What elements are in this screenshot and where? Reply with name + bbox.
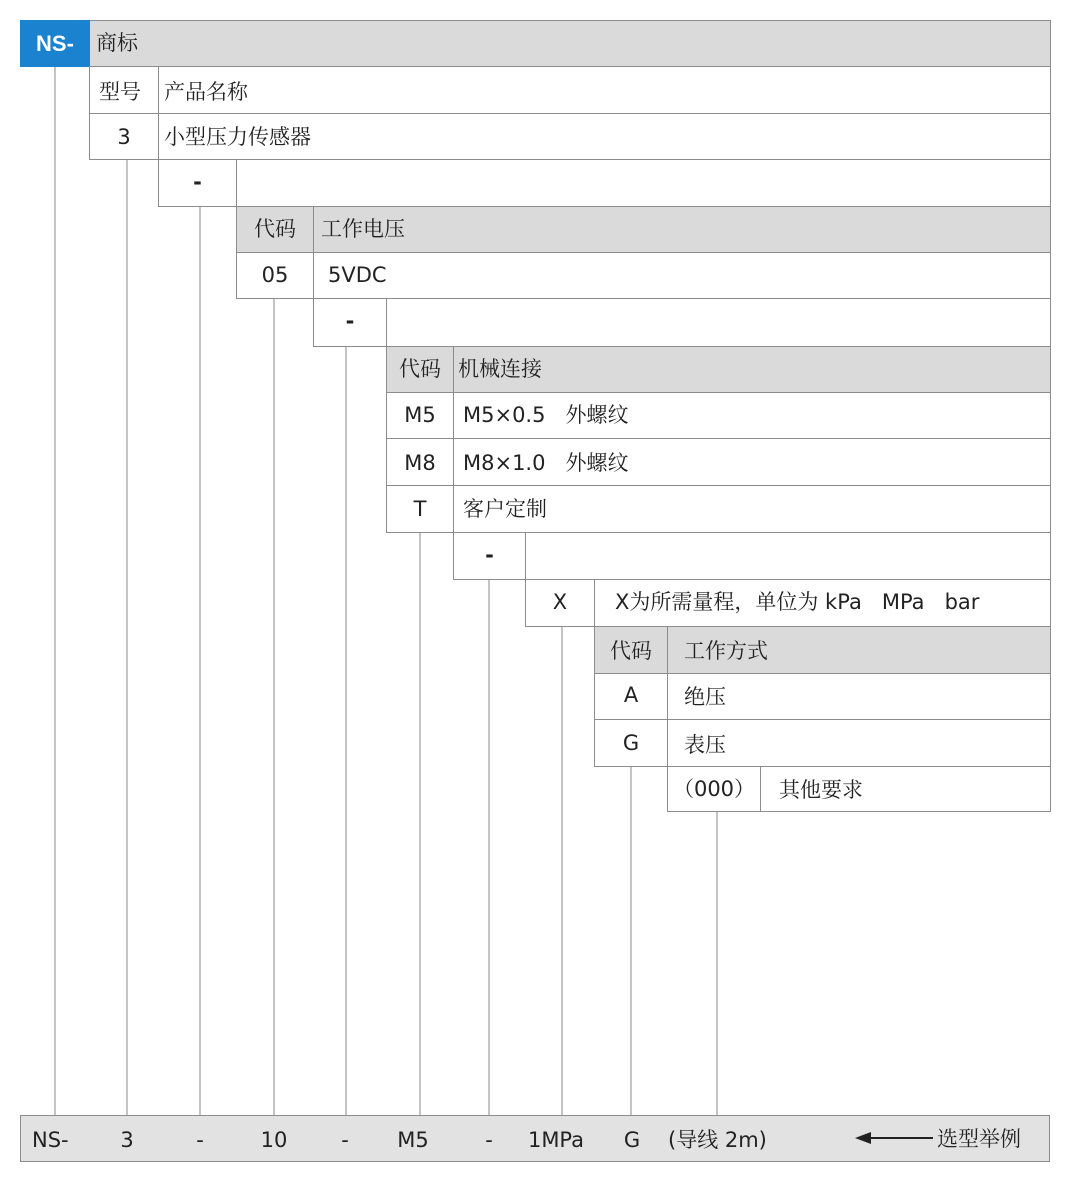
dash-1-blank-cell — [236, 159, 1051, 207]
brand-prefix: NS- — [36, 30, 74, 56]
voltage-code-header: 代码 — [254, 217, 296, 241]
mode-row-g-code: G — [622, 731, 640, 755]
mode-row-g-value: 表压 — [684, 733, 726, 757]
mode-row-a-value: 绝压 — [684, 685, 726, 709]
example-part-dash-1: - — [196, 1128, 204, 1152]
mode-code-header: 代码 — [610, 639, 652, 663]
mechanical-row-t-value: 客户定制 — [463, 497, 547, 521]
connector-line-model — [126, 159, 128, 1115]
mechanical-row-m8-code: M8 — [404, 451, 436, 475]
brand-prefix-badge — [20, 20, 90, 67]
range-value: X为所需量程，单位为 kPa MPa bar — [615, 590, 980, 614]
brand-row — [89, 20, 1051, 67]
mechanical-row-m5-code: M5 — [404, 403, 436, 427]
voltage-header-cell — [313, 206, 1051, 253]
example-part-mechanical: M5 — [397, 1128, 429, 1152]
connector-line-other — [716, 811, 718, 1115]
connector-line-mechanical — [419, 532, 421, 1115]
mode-header: 工作方式 — [684, 639, 768, 663]
voltage-value-cell — [313, 252, 1051, 299]
product-name-header: 产品名称 — [164, 80, 248, 104]
example-part-dash-3: - — [485, 1128, 493, 1152]
example-label: 选型举例 — [937, 1127, 1021, 1151]
other-value: 其他要求 — [779, 778, 863, 802]
model-name: 小型压力传感器 — [164, 125, 311, 149]
mechanical-row-m5-value: M5×0.5 外螺纹 — [463, 403, 629, 427]
example-part-mode: G — [623, 1128, 641, 1152]
example-part-voltage: 10 — [260, 1128, 288, 1152]
example-part-model: 3 — [120, 1128, 134, 1152]
voltage-value: 5VDC — [328, 263, 387, 287]
voltage-header: 工作电压 — [321, 217, 405, 241]
mode-row-a-code: A — [623, 683, 639, 707]
model-code: 3 — [117, 125, 131, 149]
connector-line-mode — [630, 766, 632, 1115]
brand-label: 商标 — [96, 31, 138, 55]
connector-line-dash-3 — [488, 579, 490, 1115]
dash-2: - — [345, 309, 355, 333]
mechanical-header: 机械连接 — [458, 357, 542, 381]
example-part-cable: (导线 2m) — [668, 1128, 767, 1152]
example-part-brand: NS- — [32, 1128, 69, 1152]
range-code: X — [552, 590, 568, 614]
mechanical-row-t-code: T — [413, 497, 427, 521]
dash-3: - — [485, 543, 494, 567]
dash-1: - — [193, 170, 202, 194]
connector-line-dash-1 — [199, 206, 201, 1115]
model-header-name-cell — [158, 66, 1051, 114]
dash-2-blank-cell — [386, 298, 1051, 347]
arrow-left-icon — [855, 1129, 935, 1147]
example-part-dash-2: - — [341, 1128, 349, 1152]
connector-line-dash-2 — [345, 346, 347, 1115]
model-header: 型号 — [99, 80, 141, 104]
other-code: （000） — [672, 777, 756, 801]
connector-line-brand — [54, 66, 56, 1115]
mechanical-code-header: 代码 — [399, 357, 441, 381]
dash-3-blank-cell — [525, 532, 1051, 580]
mechanical-row-m8-value: M8×1.0 外螺纹 — [463, 451, 629, 475]
example-part-range: 1MPa — [527, 1128, 585, 1152]
voltage-code: 05 — [261, 263, 289, 287]
connector-line-voltage — [273, 298, 275, 1115]
connector-line-range — [561, 626, 563, 1115]
mechanical-header-cell — [453, 346, 1051, 393]
